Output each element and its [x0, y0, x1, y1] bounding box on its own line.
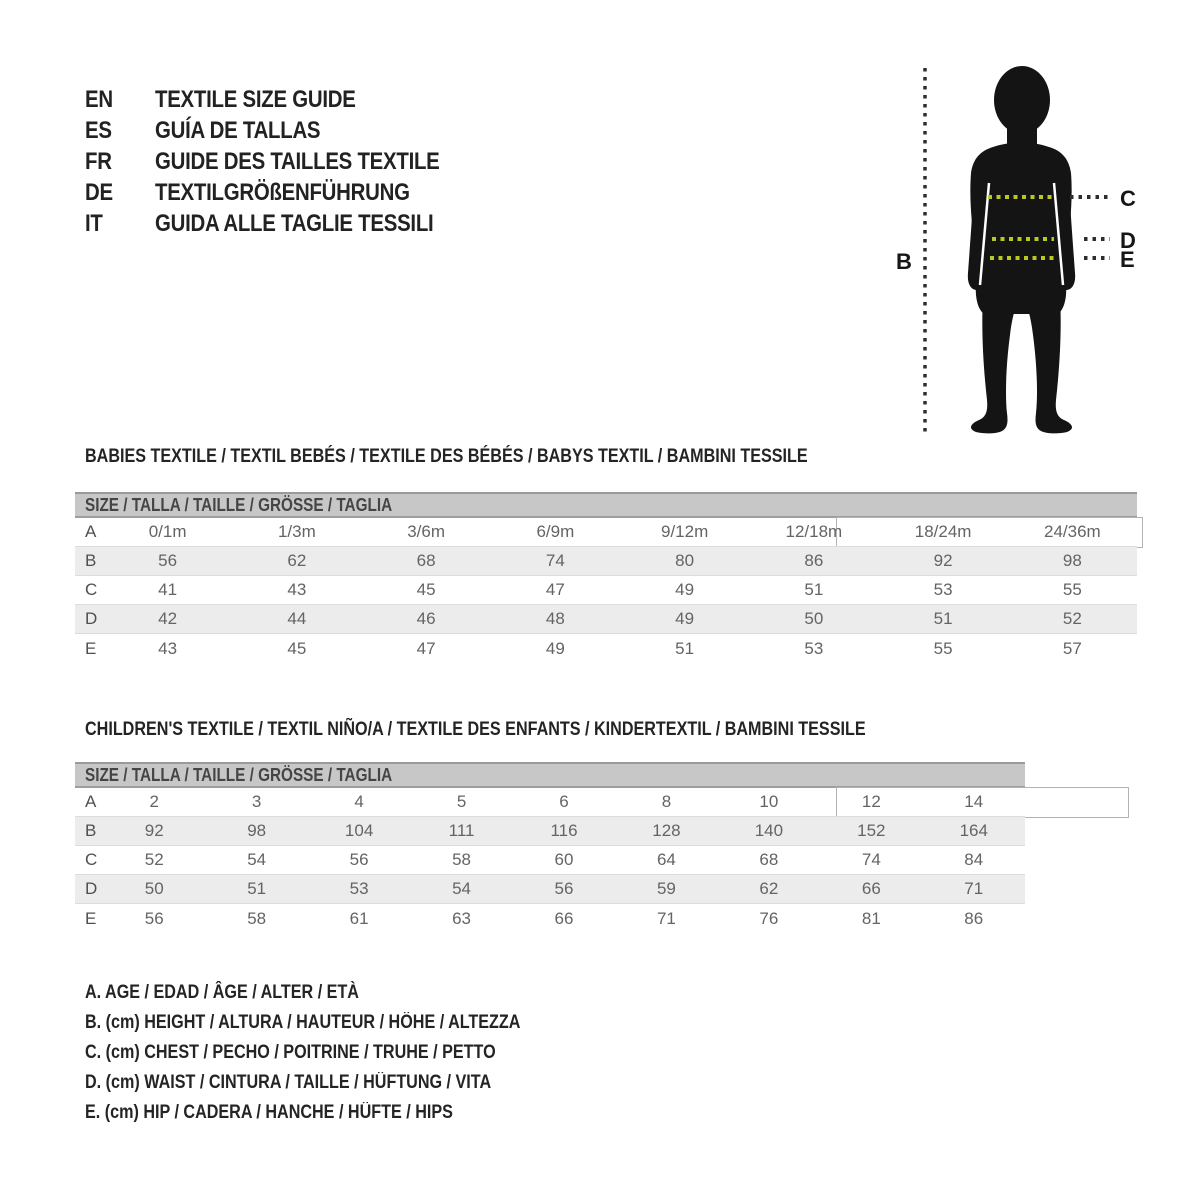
table-row	[75, 605, 1137, 634]
table-cell: 81	[861, 908, 881, 928]
legend-line	[85, 1038, 597, 1068]
table-cell: 68	[759, 850, 779, 869]
table-cell: 104	[344, 821, 374, 840]
table-cell: 53	[804, 638, 824, 658]
table-cell: 128	[652, 821, 681, 840]
table-cell: 50	[144, 879, 164, 898]
legend-line	[85, 1098, 597, 1128]
table-cell: 42	[158, 609, 178, 628]
row-label: E	[85, 908, 97, 928]
language-guide-title: GUIDA ALLE TAGLIE TESSILI	[155, 209, 434, 237]
table-cell: 92	[933, 551, 953, 570]
table-row	[75, 875, 1025, 904]
table-cell: 5	[456, 792, 467, 811]
table-cell: 1/3m	[277, 522, 316, 541]
waist-label: D	[1120, 228, 1136, 253]
table-cell: 98	[247, 821, 267, 840]
table-cell: 18/24m	[914, 522, 972, 541]
size-header-text: SIZE / TALLA / TAILLE / GRÖSSE / TAGLIA	[85, 764, 393, 785]
table-cell: 53	[349, 879, 369, 898]
table-cell: 111	[448, 821, 475, 840]
table-cell: 84	[964, 850, 984, 869]
language-row	[85, 84, 490, 115]
children-section-title-text: CHILDREN'S TEXTILE / TEXTIL NIÑO/A / TEXTILE DES ENFANTS / KINDERTEXTIL / BAMBINI TESSILE	[85, 719, 866, 740]
table-cell: 3	[251, 792, 262, 811]
table-cell: 71	[656, 908, 676, 928]
row-label: A	[85, 522, 97, 541]
legend-line-text: B. (cm) HEIGHT / ALTURA / HAUTEUR / HÖHE / ALTEZZA	[85, 1012, 521, 1033]
table-cell: 49	[675, 580, 695, 599]
table-cell: 56	[144, 908, 164, 928]
row-label: A	[85, 792, 97, 811]
legend-line	[85, 1068, 597, 1098]
table-cell: 44	[287, 609, 307, 628]
table-cell: 62	[287, 551, 307, 570]
table-cell: 41	[158, 580, 178, 599]
row-label: C	[85, 850, 98, 869]
table-cell: 14	[964, 792, 984, 811]
table-cell: 57	[1062, 638, 1082, 658]
table-cell: 98	[1062, 551, 1082, 570]
table-row	[75, 817, 1025, 846]
language-code: ES	[85, 116, 112, 144]
table-cell: 53	[933, 580, 953, 599]
table-row	[75, 518, 1137, 547]
language-guide-title: GUÍA DE TALLAS	[155, 116, 321, 144]
table-row	[75, 788, 1025, 817]
language-guide-title: TEXTILE SIZE GUIDE	[155, 85, 356, 113]
language-title-list	[85, 84, 490, 239]
row-label: D	[85, 609, 98, 628]
children-section-title	[85, 719, 1003, 741]
table-cell: 45	[416, 580, 436, 599]
table-cell: 80	[675, 551, 695, 570]
table-cell: 10	[759, 792, 779, 811]
hip-label: E	[1120, 247, 1135, 272]
legend-line	[85, 978, 597, 1008]
table-cell: 47	[545, 580, 565, 599]
table-cell: 49	[675, 609, 695, 628]
height-label: B	[896, 249, 912, 274]
table-cell: 58	[247, 908, 267, 928]
table-cell: 86	[964, 908, 984, 928]
table-cell: 55	[1062, 580, 1082, 599]
table-cell: 51	[804, 580, 824, 599]
language-row	[85, 146, 490, 177]
row-label: B	[85, 551, 97, 570]
silhouette-right-leg	[1024, 280, 1072, 433]
row-label: C	[85, 580, 98, 599]
table-cell: 43	[158, 638, 178, 658]
table-cell: 51	[675, 638, 695, 658]
chest-label: C	[1120, 186, 1136, 211]
size-header-bar	[75, 492, 1137, 518]
babies-section-title	[85, 446, 935, 468]
table-cell: 6/9m	[536, 522, 575, 541]
table-cell: 6	[559, 792, 569, 811]
table-cell: 52	[1062, 609, 1082, 628]
language-guide-title: TEXTILGRÖßENFÜHRUNG	[155, 178, 410, 206]
legend-line-text: D. (cm) WAIST / CINTURA / TAILLE / HÜFTUNG / VITA	[85, 1072, 492, 1093]
table-cell: 64	[656, 850, 676, 869]
language-row	[85, 115, 490, 146]
language-code: IT	[85, 209, 103, 237]
language-code: DE	[85, 178, 113, 206]
table-cell: 116	[550, 821, 578, 840]
table-row	[75, 634, 1137, 663]
child-silhouette-figure	[880, 55, 1140, 440]
legend-line-text: A. AGE / EDAD / ÂGE / ALTER / ETÀ	[85, 982, 359, 1003]
babies-size-table	[75, 492, 1137, 663]
language-row	[85, 177, 490, 208]
table-cell: 66	[861, 879, 881, 898]
children-size-table	[75, 762, 1025, 933]
table-cell: 12	[861, 792, 881, 811]
table-cell: 60	[554, 850, 574, 869]
table-cell: 12/18m	[785, 522, 843, 541]
table-row	[75, 576, 1137, 605]
table-cell: 58	[452, 850, 471, 869]
language-code: EN	[85, 85, 113, 113]
table-cell: 74	[545, 551, 565, 570]
language-guide-title: GUIDE DES TAILLES TEXTILE	[155, 147, 440, 175]
table-cell: 68	[416, 551, 436, 570]
size-header-text: SIZE / TALLA / TAILLE / GRÖSSE / TAGLIA	[85, 494, 393, 515]
language-row	[85, 208, 490, 239]
row-label: E	[85, 638, 97, 658]
table-cell: 24/36m	[1044, 522, 1101, 541]
language-code: FR	[85, 147, 112, 175]
table-cell: 48	[545, 609, 565, 628]
table-cell: 74	[861, 850, 881, 869]
size-header-bar	[75, 762, 1025, 788]
table-row	[75, 904, 1025, 933]
table-cell: 76	[759, 908, 779, 928]
table-cell: 46	[416, 609, 436, 628]
table-cell: 71	[964, 879, 984, 898]
measurement-legend	[85, 978, 597, 1128]
table-cell: 4	[354, 792, 364, 811]
table-cell: 49	[545, 638, 565, 658]
babies-section-title-text: BABIES TEXTILE / TEXTIL BEBÉS / TEXTILE DES BÉBÉS / BABYS TEXTIL / BAMBINI TESSILE	[85, 446, 808, 467]
table-cell: 140	[754, 821, 784, 840]
table-cell: 56	[158, 551, 178, 570]
legend-line-text: C. (cm) CHEST / PECHO / POITRINE / TRUHE / PETTO	[85, 1042, 496, 1063]
legend-line-text: E. (cm) HIP / CADERA / HANCHE / HÜFTE / HIPS	[85, 1102, 453, 1123]
table-cell: 51	[933, 609, 953, 628]
table-cell: 47	[416, 638, 436, 658]
table-cell: 43	[287, 580, 307, 599]
table-cell: 92	[144, 821, 164, 840]
row-label: D	[85, 879, 98, 898]
table-cell: 56	[554, 879, 574, 898]
legend-line	[85, 1008, 597, 1038]
table-cell: 50	[804, 609, 824, 628]
table-cell: 55	[933, 638, 953, 658]
table-cell: 63	[452, 908, 471, 928]
table-cell: 3/6m	[407, 522, 446, 541]
table-cell: 164	[959, 821, 988, 840]
table-cell: 86	[804, 551, 824, 570]
table-cell: 9/12m	[661, 522, 709, 541]
table-cell: 2	[149, 792, 159, 811]
table-cell: 61	[349, 908, 369, 928]
table-cell: 62	[759, 879, 779, 898]
table-cell: 51	[247, 879, 267, 898]
table-row	[75, 547, 1137, 576]
table-cell: 59	[656, 879, 676, 898]
row-label: B	[85, 821, 97, 840]
table-cell: 54	[247, 850, 267, 869]
table-cell: 8	[661, 792, 672, 811]
table-cell: 45	[287, 638, 307, 658]
table-cell: 56	[349, 850, 369, 869]
table-cell: 54	[452, 879, 471, 898]
table-cell: 0/1m	[148, 522, 187, 541]
table-cell: 66	[554, 908, 574, 928]
table-row	[75, 846, 1025, 875]
table-cell: 152	[857, 821, 886, 840]
table-cell: 52	[144, 850, 164, 869]
